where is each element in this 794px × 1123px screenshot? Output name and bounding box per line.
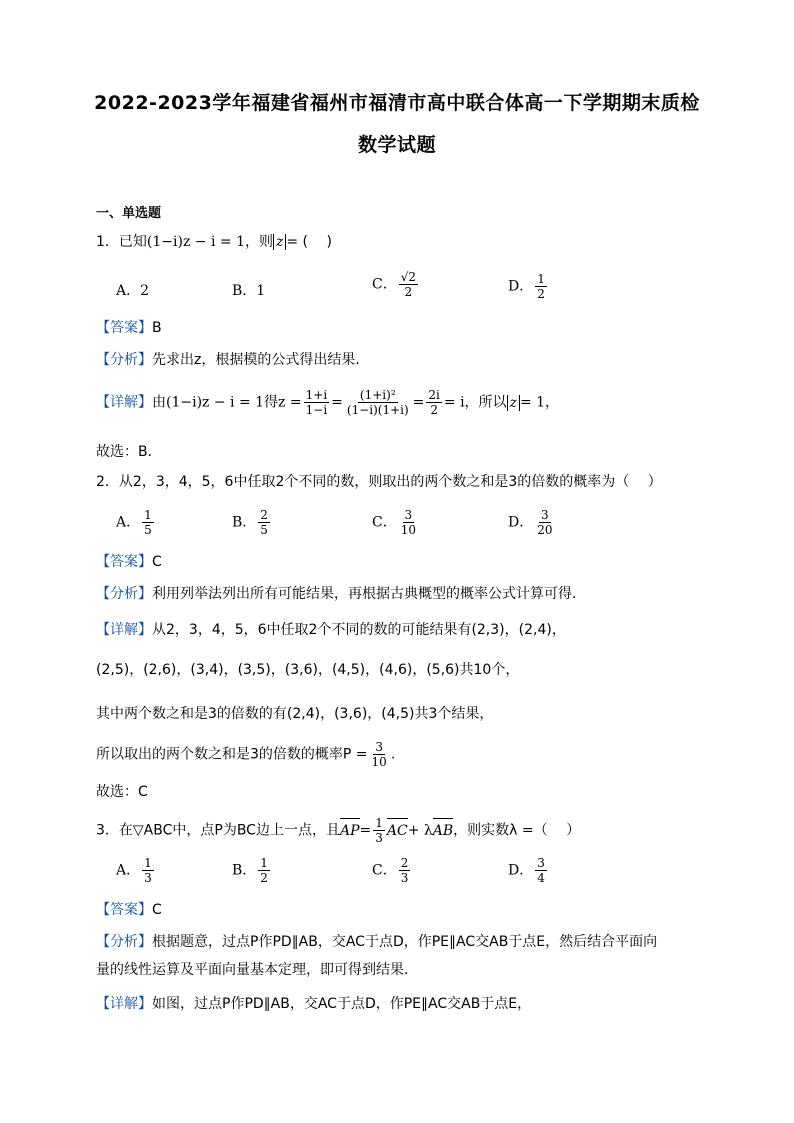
q1-stem-mid: ，则 [244,234,273,250]
q2-detail-line2: (2,5)，(2,6)，(3,4)，(3,5)，(3,6)，(4,5)，(4,6)，(5,6)共10个， [96,662,520,678]
q1-conclusion: 故选：B． [96,444,162,460]
q1-option-a: A．2 [116,283,150,299]
q2-detail-line3: 其中两个数之和是3的倍数的有(2,4)，(3,6)，(4,5)共3个结果， [96,706,494,722]
q1-stem-expr: (1−i)z − i = 1 [146,234,245,250]
q3-stem: 3．在▽ABC中，点P为BC边上一点，且AP= $\frac{1}{3}$ AC+ λAB，则实数λ =（ ） [96,816,581,845]
q2-conclusion: 故选：C [96,784,148,800]
q3-option-c: C． $\frac{2}{3}$ [372,856,409,885]
q1-option-c: C． $\frac{√2}{2}$ [372,270,416,299]
q1-answer: 【答案】B [96,320,162,336]
q3-option-b: B． $\frac{1}{2}$ [232,856,268,885]
q2-option-b: B． $\frac{2}{5}$ [232,508,268,537]
q2-stem: 2．从2，3，4，5，6中任取2个不同的数，则取出的两个数之和是3的倍数的概率为（ ） [96,474,662,490]
document-title-line1: 2022-2023学年福建省福州市福清市高中联合体高一下学期期末质检 [94,92,700,114]
q2-detail-line1: 【详解】从2，3，4，5，6中任取2个不同的数的可能结果有(2,3)，(2,4)， [96,622,566,638]
section-heading: 一、单选题 [96,206,162,221]
q2-detail-line4: 所以取出的两个数之和是3的倍数的概率P = $\frac{3}{10}$ . [96,740,396,769]
q1-stem-abs: z [273,234,286,250]
q2-option-d: D． $\frac{3}{20}$ [508,508,553,537]
q1-stem [96,232,332,252]
q2-answer: 【答案】C [96,554,162,570]
q3-analysis-line2: 量的线性运算及平面向量基本定理，即可得到结果． [96,962,418,978]
q2-option-c: C． $\frac{3}{10}$ [372,508,416,537]
q3-answer: 【答案】C [96,902,162,918]
q2-analysis: 【分析】利用列举法列出所有可能结果，再根据古典概型的概率公式计算可得. [96,586,577,602]
document-title-line2: 数学试题 [357,134,436,156]
q2-option-a: A． $\frac{1}{5}$ [116,508,152,537]
q3-detail: 【详解】如图，过点P作PD∥AB，交AC于点D，作PE∥AC交AB于点E， [96,996,532,1012]
q3-option-d: D． $\frac{3}{4}$ [508,856,545,885]
q1-option-d: D． $\frac{1}{2}$ [508,272,545,301]
q1-option-b: B．1 [232,283,266,299]
q1-detail: 【详解】由(1−i)z − i = 1得z = $\frac{1+i}{1-i}$ = $\frac{\text{(1+i)²}}{(1-i)(1+i)}$ = $\frac{2i}{2}$ = i，所以 z = 1， [96,388,560,417]
q1-stem-suffix: = ( ) [286,234,332,250]
q3-option-a: A． $\frac{1}{3}$ [116,856,152,885]
q1-analysis: 【分析】先求出z，根据模的公式得出结果． [96,352,370,368]
q3-analysis-line1: 【分析】根据题意，过点P作PD∥AB，交AC于点D，作PE∥AC交AB于点E，然后结合平面向 [96,934,658,950]
q1-stem-prefix: 1．已知 [96,234,147,250]
